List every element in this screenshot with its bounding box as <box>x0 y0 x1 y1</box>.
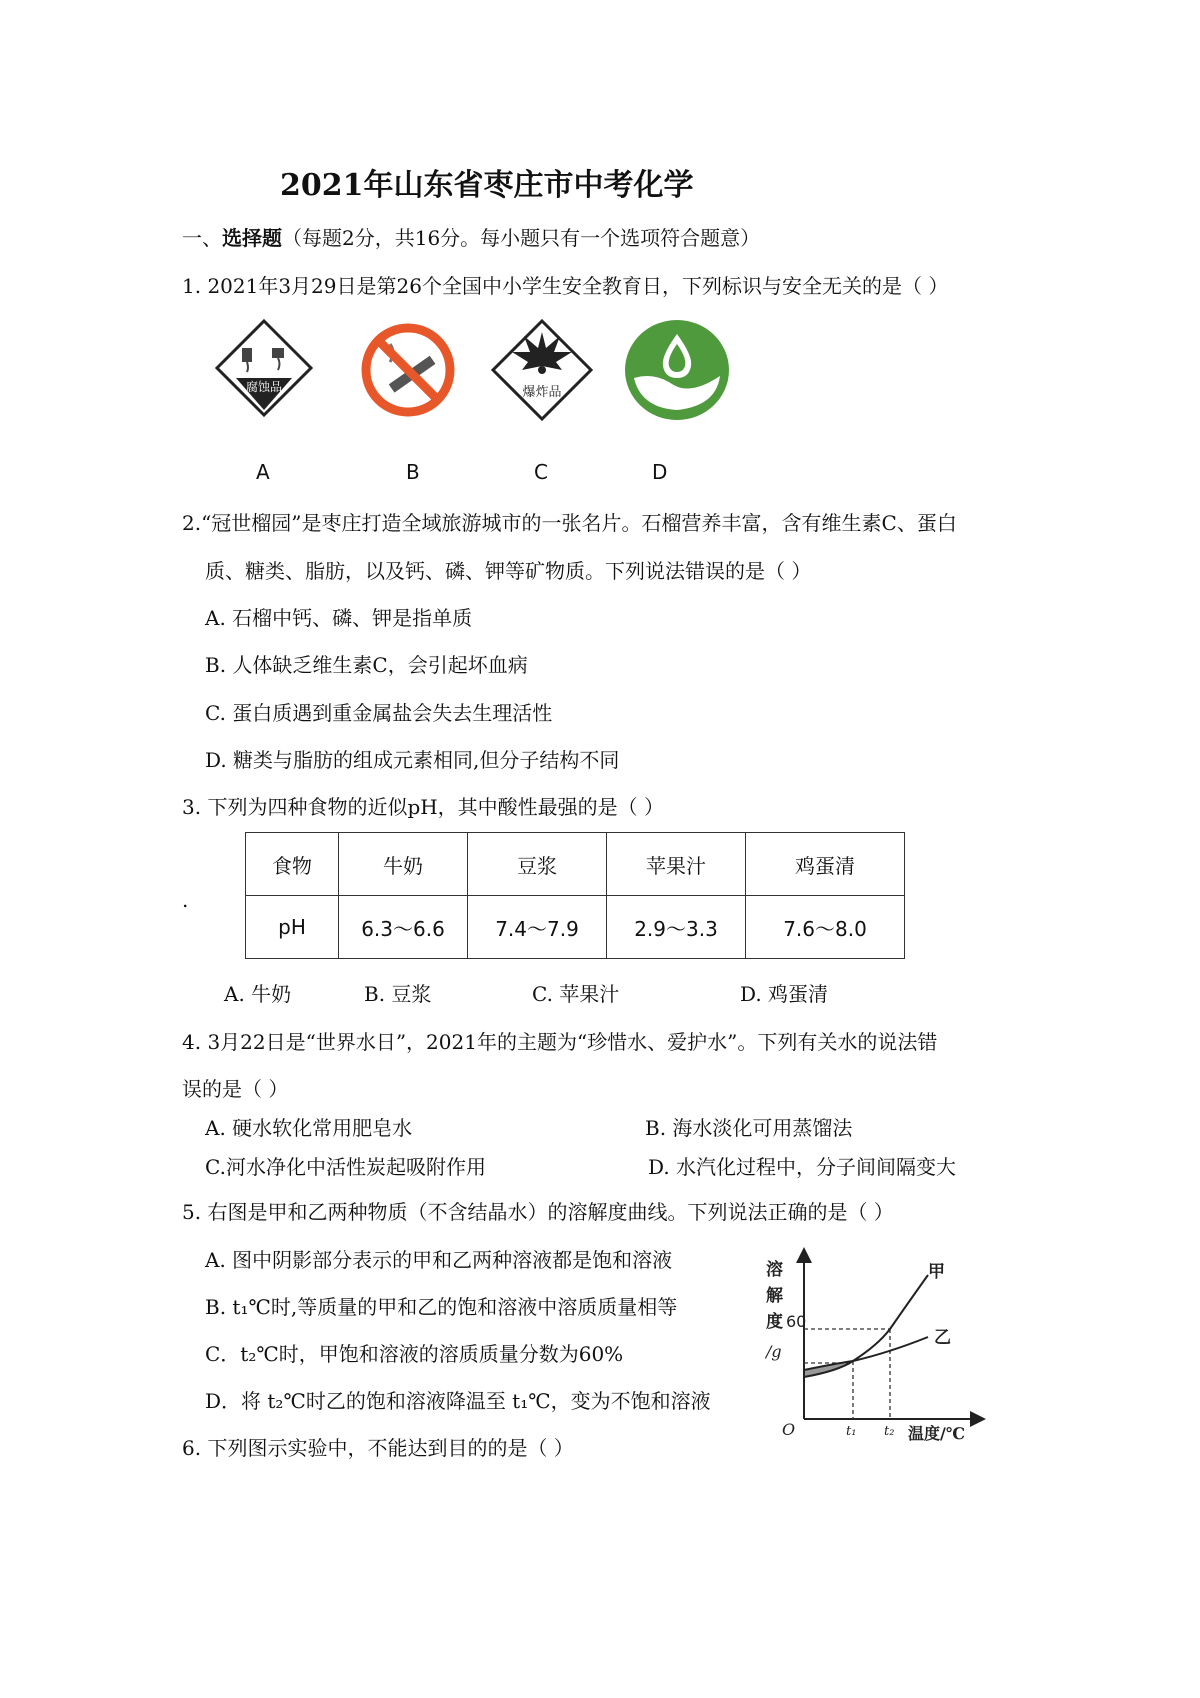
q3-option-b: B. 豆浆 <box>364 982 432 1006</box>
q4-option-b: B. 海水淡化可用蒸馏法 <box>645 1116 853 1140</box>
no-smoking-icon <box>360 322 456 418</box>
table-row <box>246 833 905 896</box>
q4-stem-line1: 4. 3月22日是“世界水日”，2021年的主题为“珍惜水、爱护水”。下列有关水的说法错 <box>182 1030 938 1054</box>
q4-option-c: C.河水净化中活性炭起吸附作用 <box>205 1155 486 1179</box>
q5-stem: 5. 右图是甲和乙两种物质（不含结晶水）的溶解度曲线。下列说法正确的是（ ） <box>182 1200 894 1224</box>
t2-label: t₂ <box>884 1424 895 1439</box>
q2-option-d: D. 糖类与脂肪的组成元素相同,但分子结构不同 <box>205 748 620 772</box>
q2-stem-line1: 2.“冠世榴园”是枣庄打造全域旅游城市的一张名片。石榴营养丰富，含有维生素C、蛋白 <box>182 511 957 535</box>
q1-label-d: D <box>652 460 668 484</box>
ylabel-3: 度 <box>766 1312 783 1332</box>
q4-option-a: A. 硬水软化常用肥皂水 <box>205 1116 413 1140</box>
q5-option-c: C．t₂℃时，甲饱和溶液的溶质质量分数为60% <box>205 1342 624 1366</box>
q1-label-a: A <box>256 460 270 484</box>
q2-option-c: C. 蛋白质遇到重金属盐会失去生理活性 <box>205 701 553 725</box>
q5-option-a: A. 图中阴影部分表示的甲和乙两种溶液都是饱和溶液 <box>205 1248 673 1272</box>
explosive-label: 爆炸品 <box>522 385 562 400</box>
curve-jia <box>804 1275 928 1377</box>
curve-yi <box>804 1337 928 1370</box>
q6-stem: 6. 下列图示实验中，不能达到目的的是（ ） <box>182 1436 574 1460</box>
q3-stem: 3. 下列为四种食物的近似pH，其中酸性最强的是（ ） <box>182 795 665 819</box>
t1-label: t₁ <box>846 1424 857 1439</box>
table-row <box>246 896 905 959</box>
table-cell: 7.4～7.9 <box>468 896 607 959</box>
ylabel-4: /g <box>766 1342 782 1361</box>
origin-label: O <box>782 1420 796 1439</box>
q1-stem: 1. 2021年3月29日是第26个全国中小学生安全教育日，下列标识与安全无关的是（ ） <box>182 274 949 298</box>
table-cell: 7.6～8.0 <box>746 896 905 959</box>
table-header-cell: 食物 <box>246 833 339 896</box>
q2-option-b: B. 人体缺乏维生素C，会引起坏血病 <box>205 653 528 677</box>
q3-option-c: C. 苹果汁 <box>532 982 620 1006</box>
q2-option-a: A. 石榴中钙、磷、钾是指单质 <box>205 606 473 630</box>
section-note: （每题2分，共16分。每小题只有一个选项符合题意） <box>282 226 761 250</box>
q2-stem-line2: 质、糖类、脂肪，以及钙、磷、钾等矿物质。下列说法错误的是（ ） <box>205 559 812 583</box>
q1-label-c: C <box>534 460 548 484</box>
table-cell: pH <box>246 896 339 959</box>
table-header-cell: 苹果汁 <box>607 833 746 896</box>
section-prefix: 一、 <box>182 226 222 250</box>
q5-option-b: B. t₁℃时,等质量的甲和乙的饱和溶液中溶质质量相等 <box>205 1295 678 1319</box>
curve-jia-label: 甲 <box>928 1262 945 1282</box>
section-heading <box>182 222 760 251</box>
q3-option-a: A. 牛奶 <box>224 982 292 1006</box>
q3-option-d: D. 鸡蛋清 <box>740 982 829 1006</box>
section-name: 选择题 <box>222 226 282 250</box>
curve-yi-label: 乙 <box>934 1328 951 1348</box>
table-header-cell: 豆浆 <box>468 833 607 896</box>
q4-option-d: D. 水汽化过程中，分子间间隔变大 <box>648 1155 957 1179</box>
table-cell: 2.9～3.3 <box>607 896 746 959</box>
ph-table <box>245 832 905 959</box>
q3-dot: . <box>182 888 189 912</box>
page-title: 2021年山东省枣庄市中考化学 <box>280 168 694 203</box>
corrosive-icon <box>214 318 314 418</box>
solubility-graph <box>748 1245 988 1445</box>
table-cell: 6.3～6.6 <box>339 896 468 959</box>
corrosive-label: 腐蚀品 <box>245 380 283 394</box>
q4-stem-line2: 误的是（ ） <box>182 1077 289 1101</box>
explosive-icon <box>490 318 594 422</box>
q5-option-d: D．将 t₂℃时乙的饱和溶液降温至 t₁℃，变为不饱和溶液 <box>205 1389 711 1413</box>
ylabel-2: 解 <box>766 1286 783 1306</box>
table-header-cell: 鸡蛋清 <box>746 833 905 896</box>
ylabel-1: 溶 <box>766 1260 783 1280</box>
y-tick-60: 60 <box>786 1312 807 1331</box>
q1-label-b: B <box>406 460 420 484</box>
table-header-cell: 牛奶 <box>339 833 468 896</box>
water-saving-icon <box>622 318 732 422</box>
xlabel: 温度/℃ <box>908 1424 966 1443</box>
